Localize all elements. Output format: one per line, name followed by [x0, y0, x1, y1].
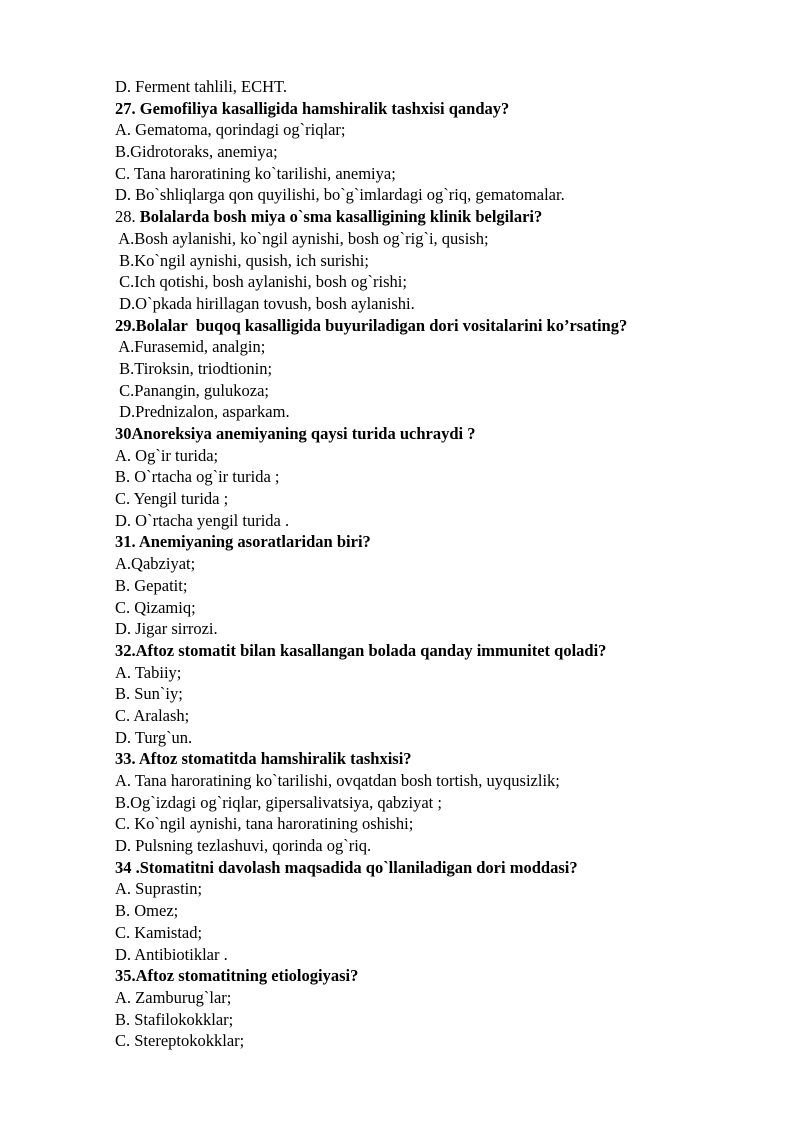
question-34-option-c: C. Kamistad; [115, 922, 203, 942]
question-number: 34 [115, 857, 132, 877]
question-number: 30 [115, 424, 132, 443]
question-33-option-c: C. Ko`ngil aynishi, tana haroratining oshishi; [115, 814, 414, 834]
question-28-option-a: A.Bosh aylanishi, ko`ngil aynishi, bosh og`rig`i, qusish; [115, 228, 489, 248]
question-29 [115, 315, 755, 337]
question-text: Aftoz stomatitda hamshiralik tashxisi? [135, 749, 412, 769]
question-text: Anoreksiya anemiyaning qaysi turida uchraydi ? [131, 424, 476, 443]
question-number: 27. [115, 98, 136, 118]
question-text: .Stomatitni davolash maqsadida qo`llaniladigan dori moddasi? [131, 857, 578, 877]
question-27-option-b: B.Gidrotoraks, anemiya; [115, 142, 278, 162]
question-33-option-b: B.Og`izdagi og`riqlar, gipersalivatsiya, qabziyat ; [115, 792, 442, 812]
question-list [115, 76, 755, 1052]
question-34-option-d: D. Antibiotiklar . [115, 944, 228, 964]
question-27-option-d: D. Bo`shliqlarga qon quyilishi, bo`g`imlardagi og`riq, gematomalar. [115, 185, 565, 205]
question-text: Anemiyaning asoratlaridan biri? [135, 532, 371, 552]
question-number: 31. [115, 532, 136, 552]
question-31-option-b: B. Gepatit; [115, 575, 188, 595]
question-number: 35. [115, 966, 136, 986]
question-34-option-b: B. Omez; [115, 901, 179, 921]
question-28-option-d: D.O`pkada hirillagan tovush, bosh aylanishi. [115, 293, 415, 313]
question-35-option-a: A. Zamburug`lar; [115, 987, 232, 1007]
question-30-option-c: C. Yengil turida ; [115, 489, 229, 509]
question-31-option-c: C. Qizamiq; [115, 597, 196, 617]
question-text: Bolalar buqoq kasalligida buyuriladigan dori vositalarini ko’rsating? [135, 315, 628, 335]
question-33-option-d: D. Pulsning tezlashuvi, qorinda og`riq. [115, 836, 372, 856]
question-33 [115, 748, 755, 770]
question-29-option-c: C.Panangin, gulukoza; [115, 380, 269, 400]
question-32 [115, 640, 755, 662]
question-30 [115, 423, 755, 445]
question-text: Bolalarda bosh miya o`sma kasalligining klinik belgilari? [135, 207, 543, 227]
question-33-option-a: A. Tana haroratining ko`tarilishi, ovqatdan bosh tortish, uyqusizlik; [115, 771, 560, 790]
question-34-option-a: A. Suprastin; [115, 879, 203, 899]
question-35-option-c: C. Stereptokokklar; [115, 1031, 245, 1051]
question-27 [115, 98, 755, 120]
question-number: 32. [115, 640, 136, 660]
question-text: Aftoz stomatit bilan kasallangan bolada qanday immunitet qoladi? [135, 640, 607, 660]
question-34 [115, 857, 755, 879]
question-32-option-c: C. Aralash; [115, 705, 190, 725]
question-32-option-a: A. Tabiiy; [115, 662, 182, 682]
question-28-option-c: C.Ich qotishi, bosh aylanishi, bosh og`rishi; [115, 272, 407, 292]
question-text: Gemofiliya kasalligida hamshiralik tashxisi qanday? [135, 98, 510, 118]
question-29-option-a: A.Furasemid, analgin; [115, 337, 266, 357]
question-35 [115, 965, 755, 987]
question-31-option-a: A.Qabziyat; [115, 554, 196, 574]
question-30-option-d: D. O`rtacha yengil turida . [115, 510, 290, 530]
question-28-option-b: B.Ko`ngil aynishi, qusish, ich surishi; [115, 250, 369, 270]
question-35-option-b: B. Stafilokokklar; [115, 1009, 234, 1029]
question-number: 33. [115, 749, 136, 769]
question-32-option-d: D. Turg`un. [115, 727, 193, 747]
carry-over-option: D. Ferment tahlili, ECHT. [115, 77, 288, 96]
question-30-option-b: B. O`rtacha og`ir turida ; [115, 467, 280, 487]
question-31-option-d: D. Jigar sirrozi. [115, 619, 218, 639]
question-29-option-b: B.Tiroksin, triodtionin; [115, 358, 273, 378]
question-number: 29. [115, 315, 136, 335]
question-32-option-b: B. Sun`iy; [115, 684, 183, 704]
question-27-option-c: C. Tana haroratining ko`tarilishi, anemiya; [115, 163, 396, 183]
question-30-option-a: A. Og`ir turida; [115, 445, 219, 465]
question-29-option-d: D.Prednizalon, asparkam. [115, 402, 290, 422]
question-31 [115, 531, 755, 553]
question-28 [115, 206, 755, 228]
question-text: Aftoz stomatitning etiologiyasi? [135, 966, 359, 986]
question-number: 28. [115, 207, 136, 227]
question-27-option-a: A. Gematoma, qorindagi og`riqlar; [115, 120, 346, 140]
